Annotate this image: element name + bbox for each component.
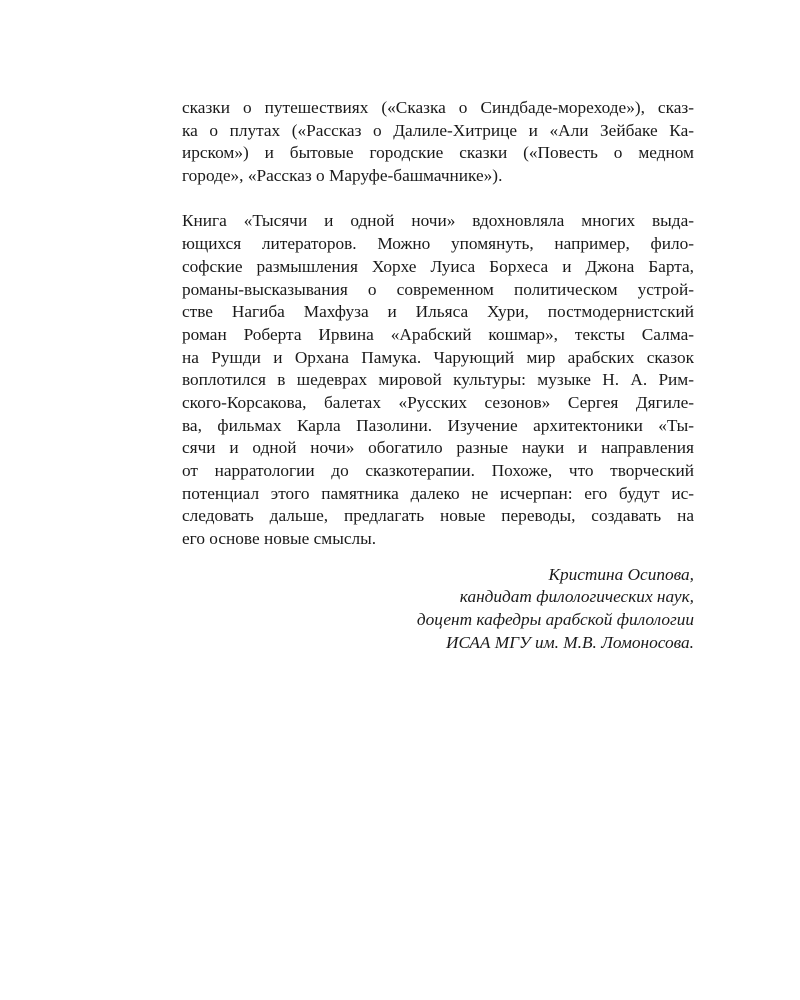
author-name: Кристина Осипова, <box>548 564 694 584</box>
text-line: романы-высказывания о современном политическом устрой- <box>182 279 694 299</box>
text-line: следовать дальше, предлагать новые переводы, создавать на <box>182 506 694 526</box>
author-degree: кандидат филологических наук, <box>459 587 694 607</box>
text-line: ва, фильмах Карла Пазолини. Изучение архитектоники «Ты- <box>182 415 694 435</box>
text-line: ирском») и бытовые городские сказки («Повесть о медном <box>182 143 694 163</box>
author-institution: ИСАА МГУ им. М.В. Ломоносова. <box>446 632 694 652</box>
text-line: ющихся литераторов. Можно упомянуть, например, фило- <box>182 234 694 254</box>
text-line: ка о плутах («Рассказ о Далиле-Хитрице и «Али Зейбаке Ка- <box>182 120 694 140</box>
text-line: сячи и одной ночи» обогатило разные науки и направления <box>182 438 694 458</box>
author-position: доцент кафедры арабской филологии <box>416 610 694 630</box>
text-line: его основе новые смыслы. <box>182 529 377 549</box>
text-line: сказки о путешествиях («Сказка о Синдбаде-мореходе»), сказ- <box>182 98 694 117</box>
text-line: софские размышления Хорхе Луиса Борхеса и Джона Барта, <box>182 256 694 276</box>
paragraph-1 <box>182 97 694 188</box>
paragraph-spacer <box>182 188 694 211</box>
text-line: городе», «Рассказ о Маруфе-башмачнике»). <box>182 166 503 186</box>
author-signature <box>182 564 694 655</box>
text-line: Книга «Тысячи и одной ночи» вдохновляла многих выда- <box>182 211 694 231</box>
text-line: на Рушди и Орхана Памука. Чарующий мир арабских сказок <box>182 347 694 367</box>
text-line: потенциал этого памятника далеко не исчерпан: его будут ис- <box>182 483 694 503</box>
text-line: от нарратологии до сказкотерапии. Похоже, что творческий <box>182 461 694 480</box>
text-line: стве Нагиба Махфуза и Ильяса Хури, постмодернистский <box>182 302 694 322</box>
paragraph-2 <box>182 210 694 550</box>
text-line: воплотился в шедеврах мировой культуры: музыке Н. А. Рим- <box>182 370 694 390</box>
document-page <box>182 97 694 655</box>
text-line: роман Роберта Ирвина «Арабский кошмар», тексты Салма- <box>182 324 694 344</box>
text-line: ского-Корсакова, балетах «Русских сезонов» Сергея Дягиле- <box>182 392 694 412</box>
